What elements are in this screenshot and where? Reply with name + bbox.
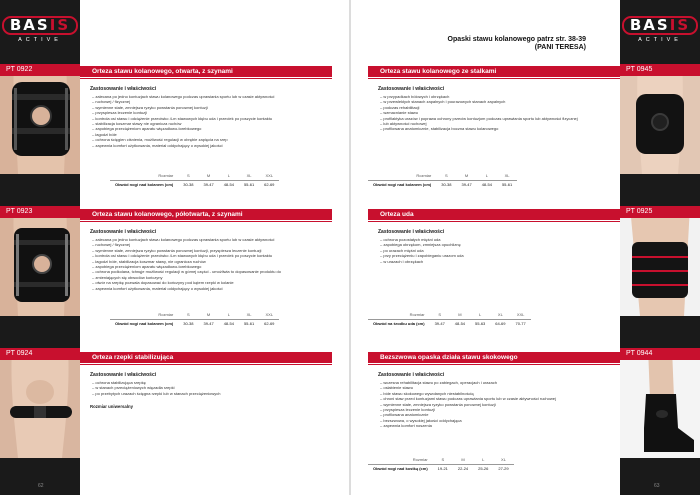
list-item: – zapewnia komfort użytkowania, materiał oddychający o wysokiej jakości [92, 286, 332, 291]
uses-list [368, 94, 620, 132]
product-photo-pt0944 [620, 348, 700, 458]
size-table: Rozmiar S M L XL XXL Obwód nogi nad kolanem (cm) 30-38 39-47 48-54 55-61 62-69 [110, 172, 279, 188]
list-item: – wymienne stałe, zmniejsza ryzyko powstania ponownej kontuzji [92, 105, 332, 110]
product-code-badge: PT 0945 [620, 64, 700, 76]
list-item: – lub aktywności ruchowej [380, 121, 620, 126]
list-item: – chroni staw przed kontuzjami stawu podczas uprawiania sportu lub w czasie aktywności ruchowej [380, 396, 620, 401]
size-table: Rozmiar S M L XL XXL Obwód na środku uda (cm) 39-47 48-54 55-63 64-69 70-77 [368, 311, 531, 327]
list-item: – zalecana po jedno kontuzjach stawu kolanowego podczas uprawiania sportu lub w czasie aktywności [92, 237, 332, 242]
list-item: – w stanach przeciążeniowych więzadła rzepki [92, 385, 332, 390]
list-item: – podczas rehabilitacji [380, 105, 620, 110]
list-item: – zapobiega przeciążeniom aparatu więzadłowo-torebkowego [92, 126, 332, 131]
product-code-badge: PT 0925 [620, 206, 700, 218]
list-item: – profilaktyka urazów i poprawa ochrony przeciw kontuzjom podczas uprawiania sportu lub aktywności fizycznej [380, 116, 620, 121]
list-item: – zalecana po jedno kontuzjach stawu kolanowego podczas uprawiania sportu lub w czasie aktywności [92, 94, 332, 99]
uses-heading: Zastosowanie i właściwości [378, 86, 445, 92]
product-code-badge: PT 0922 [0, 64, 80, 76]
product-title: Orteza uda [368, 209, 620, 220]
list-item: – po przebytych urazach ścięgna rzepki lub w stanach przeciążeniowych [92, 391, 332, 396]
list-item: – osłabienie stawu [380, 385, 620, 390]
list-item: – łagodzi bóle, stabilizacja koszmar stawy, nie ogranicza ruchów [92, 259, 332, 264]
page-spine [349, 0, 351, 495]
list-item: – łagodzi bóle [92, 132, 332, 137]
product-section-pt0922 [80, 66, 332, 148]
product-photo-pt0923 [0, 206, 80, 316]
list-item: – po urazach mięśni uda [380, 248, 620, 253]
list-item: – zapewnia komfort użytkowania, materiał oddychający o wysokiej jakości [92, 143, 332, 148]
product-title: Orteza stawu kolanowego, otwarta, z szynami [80, 66, 332, 77]
brand-logo: BASIS ACTIVE [0, 16, 80, 43]
list-item: – zapobiega przeciążeniom aparatu więzadłowo-torebkowego [92, 264, 332, 269]
uses-heading: Zastosowanie i właściwości [90, 229, 157, 235]
size-table: Rozmiar S M L XL XXL Obwód nogi nad kolanem (cm) 30-38 39-47 48-54 55-61 62-69 [110, 311, 279, 327]
list-item: – profilowana anatomicznie [380, 412, 620, 417]
list-item: – ruchowej / fizycznej [92, 242, 332, 247]
brand-logo: BASIS ACTIVE [620, 16, 700, 43]
product-section-pt0924 [80, 352, 332, 409]
list-item: – otwór na rzepkę pozwala dopasować do kończyny pod kątem rzepki w kolanie [92, 280, 332, 285]
list-item: – ruchowej / fizycznej [92, 99, 332, 104]
list-item: – wymienne stałe, zmniejsza ryzyko powstania ponownej kontuzji [380, 402, 620, 407]
product-code-badge: PT 0923 [0, 206, 80, 218]
list-item: – w przypadkach bólowych i obrzękach [380, 94, 620, 99]
uses-list [368, 380, 620, 429]
product-code-badge: PT 0924 [0, 348, 80, 360]
list-item: – ochrona stabilizująca rzepkę [92, 380, 332, 385]
right-sidebar [620, 0, 700, 495]
list-item: – ochrona ścięgien ciśnienia, możliwość regulacji w obrębie zapięcia na rzep [92, 137, 332, 142]
page-number: 62 [38, 483, 44, 489]
list-item: – w urazach i obrzękach [380, 259, 620, 264]
uses-heading: Zastosowanie i właściwości [378, 372, 445, 378]
list-item: – ochrona pozostałych mięśni uda [380, 237, 620, 242]
list-item: – bezszwowa, o wysokiej jakości oddychająca [380, 418, 620, 423]
list-item: – wzmacnianie stawu [380, 110, 620, 115]
product-photo-pt0945 [620, 64, 700, 174]
product-section-pt0944 [368, 352, 620, 429]
list-item: – kontrola osi stawu i odciążenie przeciwko 4-m stawowych kłębu uda i przeciek po poszycie kontaktu [92, 116, 332, 121]
product-section-pt0945 [368, 66, 620, 132]
uses-heading: Zastosowanie i właściwości [90, 372, 157, 378]
list-item: – w przewlekłych stanach zapalnych i pourazowych stanach zapalnych [380, 99, 620, 104]
product-title: Orteza rzepki stabilizująca [80, 352, 332, 363]
list-item: – wczesna rehabilitacja stawu po zabiegach, operacjach i urazach [380, 380, 620, 385]
list-item: – zmieniających się obwodów kończyny [92, 275, 332, 280]
uses-list [368, 237, 620, 264]
uses-heading: Zastosowanie i właściwości [90, 86, 157, 92]
left-sidebar [0, 0, 80, 495]
list-item: – profilowana anatomicznie, stabilizacja boczna stawu kolanowego [380, 126, 620, 131]
product-photo-pt0922 [0, 64, 80, 174]
product-section-pt0925 [368, 209, 620, 264]
uses-list [80, 380, 332, 396]
list-item: – wymienne stałe, zmniejsza ryzyko powstania ponownej kontuzji, przyspiesza leczenie kontuzji [92, 248, 332, 253]
list-item: – zapobiega obrzękom, zmniejsza opuchliznę [380, 242, 620, 247]
uses-heading: Zastosowanie i właściwości [378, 229, 445, 235]
list-item: – bóle stawu skokowego wywołanych niestabilnością [380, 391, 620, 396]
size-table: Rozmiar S M L XL Obwód nogi nad kolanem (cm) 30-38 39-47 48-54 55-61 [368, 172, 517, 188]
list-item: – stabilizacja koszmar stawy nie ogranicza ruchów [92, 121, 332, 126]
product-code-badge: PT 0944 [620, 348, 700, 360]
page-number: 63 [654, 483, 660, 489]
list-item: – przy przeciążeniu i zapobieganiu urazom uda [380, 253, 620, 258]
product-title: Bezszwowa opaska działa stawu skokowego [368, 352, 620, 363]
list-item: – przyspiesza leczenie kontuzji [380, 407, 620, 412]
size-table: Rozmiar S M L XL Obwód nogi nad kostką (cm) 19-21 22-24 25-26 27-29 [368, 456, 514, 472]
product-photo-pt0924 [0, 348, 80, 458]
list-item: – kontrola osi stawu i odciążenie przeciwko 4-m stawowych kłębu uda i przeciek po poszycie kontaktu [92, 253, 332, 258]
product-photo-pt0925 [620, 206, 700, 316]
page-header: Opaski stawu kolanowego patrz str. 38-39 (PANI TERESA) [447, 36, 586, 51]
product-title: Orteza stawu kolanowego, półotwarta, z szynami [80, 209, 332, 220]
size-note: Rozmiar uniwersalny [90, 404, 133, 410]
list-item: – ochrona podkolana, tchnęje możliwość regulacji w górnej części - umożliwia to dopasowanie produktu do [92, 269, 332, 274]
product-title: Orteza stawu kolanowego ze stalkami [368, 66, 620, 77]
product-section-pt0923 [80, 209, 332, 291]
list-item: – zapewnia komfort noszenia [380, 423, 620, 428]
uses-list [80, 94, 332, 148]
list-item: – przyspiesza leczenie kontuzji [92, 110, 332, 115]
uses-list [80, 237, 332, 291]
